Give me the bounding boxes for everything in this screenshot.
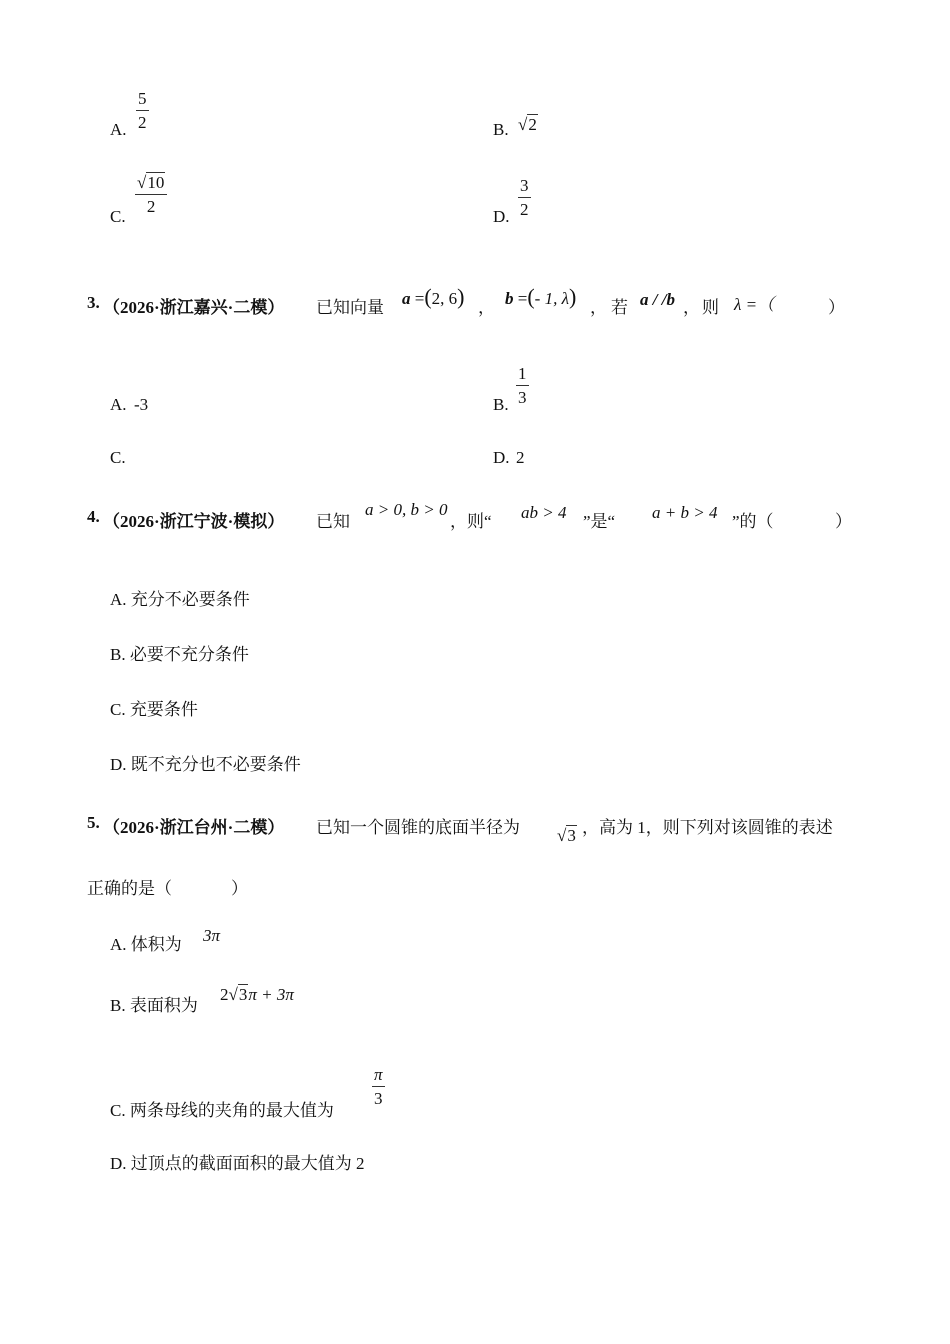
q2-option-d-label: D. bbox=[493, 207, 510, 226]
q2-option-a-fraction bbox=[136, 90, 149, 131]
radicand: 3 bbox=[567, 826, 576, 845]
numerator: π bbox=[374, 1065, 383, 1084]
q4-option-c bbox=[110, 695, 198, 720]
right-paren: ) bbox=[568, 284, 577, 309]
q2-option-d-fraction bbox=[518, 177, 531, 218]
vector-b-symbol: b bbox=[505, 289, 514, 308]
q2-option-a-label: A. bbox=[110, 120, 127, 139]
numerator bbox=[135, 174, 167, 191]
math-tail: π + 3π bbox=[248, 985, 294, 1004]
denominator: 3 bbox=[518, 388, 527, 407]
radicand: 3 bbox=[238, 985, 248, 1004]
option-label: D. bbox=[110, 755, 127, 774]
radical bbox=[229, 985, 249, 1005]
q5-option-b-math bbox=[220, 985, 294, 1005]
q4-blank-close: ） bbox=[835, 512, 852, 531]
option-label: B. bbox=[110, 996, 126, 1015]
option-text: 既不充分也不必要条件 bbox=[130, 755, 301, 774]
q4-option-a bbox=[110, 585, 250, 610]
option-text: 体积为 bbox=[130, 935, 182, 954]
q5-option-b bbox=[110, 991, 198, 1016]
q3-vector-a bbox=[402, 284, 465, 310]
q3-parallel-expr: a / /b bbox=[640, 290, 675, 309]
q3-option-a-label: A. bbox=[110, 395, 127, 414]
q3-option-c-label: C. bbox=[110, 448, 126, 467]
equals-sign: = bbox=[517, 289, 528, 308]
q4-expr-1: ab > 4 bbox=[521, 503, 567, 522]
q4-number: 4. bbox=[87, 507, 100, 526]
q3-number: 3. bbox=[87, 293, 100, 312]
q3-blank-close: ） bbox=[828, 298, 845, 317]
q5-number: 5. bbox=[87, 813, 100, 832]
equals-sign: = bbox=[414, 289, 425, 308]
q4-option-b bbox=[110, 640, 249, 665]
radicand: 10 bbox=[147, 173, 165, 192]
radicand: 2 bbox=[528, 115, 537, 134]
q2-option-b-label: B. bbox=[493, 120, 509, 139]
q3-option-b-fraction bbox=[516, 365, 529, 406]
q4-source: （2026·浙江宁波·模拟） bbox=[103, 512, 285, 531]
option-label: A. bbox=[110, 590, 127, 609]
denominator: 2 bbox=[138, 113, 147, 132]
q4-option-d bbox=[110, 750, 301, 775]
right-paren: ) bbox=[457, 284, 465, 309]
q2-option-b-radical bbox=[518, 115, 538, 135]
q2-options bbox=[0, 0, 950, 226]
q4-expr-2: a + b > 4 bbox=[652, 503, 718, 522]
q3-comma-2: ， bbox=[590, 298, 607, 317]
q4-tail-text: ”的（ bbox=[732, 512, 774, 531]
fraction-bar bbox=[516, 385, 529, 386]
option-text: 充分不必要条件 bbox=[130, 590, 250, 609]
q5-option-c-fraction bbox=[372, 1066, 385, 1107]
coefficient: 2 bbox=[220, 985, 229, 1004]
q5-blank-close: ） bbox=[231, 879, 248, 898]
q5-radius-radical bbox=[557, 826, 577, 846]
q3-stem-text: 已知向量 bbox=[316, 298, 384, 317]
fraction-bar bbox=[136, 110, 149, 111]
option-text: 充要条件 bbox=[129, 700, 198, 719]
radical-sign-icon: √ bbox=[228, 985, 238, 1004]
q4-stem-text: 已知 bbox=[316, 512, 350, 531]
radical-sign-icon: √ bbox=[137, 173, 147, 192]
q5-stem-line-2: 正确的是（ bbox=[87, 879, 172, 898]
option-text: 两条母线的夹角的最大值为 bbox=[129, 1101, 334, 1120]
q3-option-d-label: D. bbox=[493, 448, 510, 467]
q3-option-b-label: B. bbox=[493, 395, 509, 414]
q5-option-a-math: 3π bbox=[203, 926, 221, 945]
q3-lambda-equals: λ =（ bbox=[734, 295, 775, 314]
radical-sign-icon: √ bbox=[557, 826, 567, 845]
option-text: 表面积为 bbox=[129, 996, 198, 1015]
q3-comma-1: ， bbox=[478, 298, 495, 317]
fraction-bar bbox=[518, 197, 531, 198]
q4-condition: a > 0, b > 0 bbox=[365, 500, 448, 519]
vector-b-value: - 1, λ bbox=[534, 289, 569, 308]
option-text: 过顶点的截面面积的最大值为 2 bbox=[130, 1154, 365, 1173]
q5-option-a bbox=[110, 930, 182, 955]
q2-option-c-label: C. bbox=[110, 207, 126, 226]
option-label: D. bbox=[110, 1154, 127, 1173]
option-label: A. bbox=[110, 935, 127, 954]
option-label: C. bbox=[110, 700, 126, 719]
option-label: B. bbox=[110, 645, 126, 664]
q5-stem-text: 已知一个圆锥的底面半径为 bbox=[316, 818, 520, 837]
option-text: 必要不充分条件 bbox=[129, 645, 249, 664]
option-label: C. bbox=[110, 1101, 126, 1120]
q5-option-d bbox=[110, 1149, 365, 1174]
fraction-bar bbox=[372, 1086, 385, 1087]
q3-option-a-text: -3 bbox=[134, 395, 149, 414]
q3-comma-3: ， bbox=[683, 298, 700, 317]
left-paren: ( bbox=[527, 284, 535, 309]
q2-option-c-fraction bbox=[135, 174, 167, 215]
denominator: 3 bbox=[374, 1089, 383, 1108]
q5-source: （2026·浙江台州·二模） bbox=[103, 818, 285, 837]
left-paren: ( bbox=[424, 284, 432, 309]
q4-is-text: ”是“ bbox=[583, 512, 616, 531]
q3-if-text: 若 bbox=[611, 298, 628, 317]
numerator: 1 bbox=[518, 364, 527, 383]
denominator: 2 bbox=[146, 197, 156, 216]
vector-a-value: 2, 6 bbox=[431, 289, 458, 308]
q5-stem-continued: ，高为 1，则下列对该圆锥的表述 bbox=[582, 818, 833, 837]
radical-sign-icon: √ bbox=[518, 115, 528, 134]
q3-vector-b bbox=[505, 284, 576, 310]
q4-then-text: ，则“ bbox=[450, 512, 492, 531]
numerator: 3 bbox=[520, 176, 529, 195]
fraction-bar bbox=[135, 194, 167, 195]
q5-option-c bbox=[110, 1096, 334, 1121]
numerator: 5 bbox=[138, 89, 147, 108]
denominator: 2 bbox=[520, 200, 529, 219]
q3-option-d-text: 2 bbox=[516, 448, 525, 467]
q3-source: （2026·浙江嘉兴·二模） bbox=[103, 298, 285, 317]
q3-then-text: 则 bbox=[702, 298, 719, 317]
vector-a-symbol: a bbox=[402, 289, 411, 308]
